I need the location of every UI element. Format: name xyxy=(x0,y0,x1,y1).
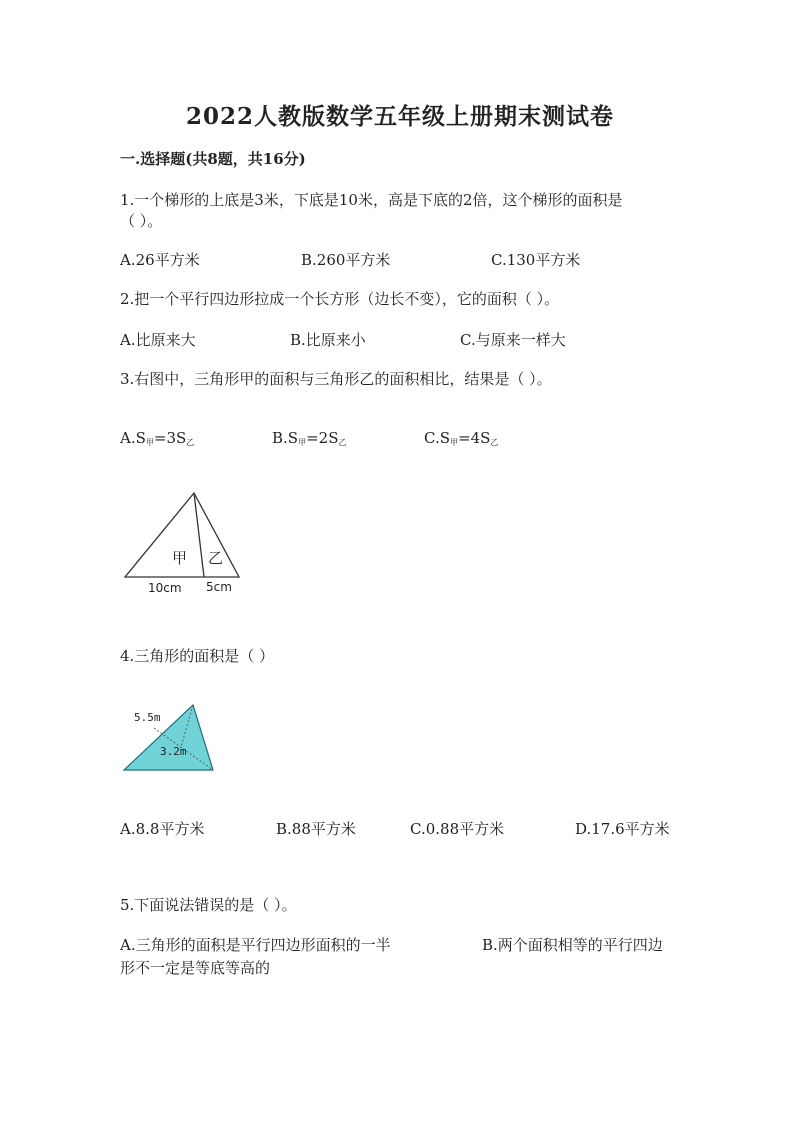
q5-option-a: A.三角形的面积是平行四边形面积的一半 xyxy=(120,936,391,954)
question-1-blank: （ ）。 xyxy=(120,212,163,230)
q2-option-c: C.与原来一样大 xyxy=(460,331,566,349)
height-label: 3.2m xyxy=(160,745,187,758)
page-title: 2022人教版数学五年级上册期末测试卷 xyxy=(185,103,614,130)
base-a-label: 10cm xyxy=(148,581,182,595)
q4-option-d: D.17.6平方米 xyxy=(575,820,670,838)
q3-option-a: $A.S_甲=3S_乙$ xyxy=(120,429,195,447)
q3-option-b: $B.S_甲=2S_乙$ xyxy=(272,429,347,447)
q1-option-a: A.26平方米 xyxy=(120,251,200,269)
q4-triangle-figure xyxy=(118,700,222,776)
base-b-label: 5cm xyxy=(206,580,232,594)
question-1-text: 1.一个梯形的上底是3米，下底是10米，高是下底的2倍，这个梯形的面积是 xyxy=(120,191,623,209)
question-4-text: 4.三角形的面积是（ ） xyxy=(120,647,275,665)
q4-option-a: A.8.8平方米 xyxy=(120,820,205,838)
q1-option-b: B.260平方米 xyxy=(301,251,391,269)
q5-option-b: B.两个面积相等的平行四边 xyxy=(482,936,663,954)
question-5-text: 5.下面说法错误的是（ ）。 xyxy=(120,896,297,914)
side-label: 5.5m xyxy=(134,711,161,724)
q5-option-b-continued: 形不一定是等底等高的 xyxy=(120,959,271,977)
q2-option-b: B.比原来小 xyxy=(290,331,366,349)
q4-option-b: B.88平方米 xyxy=(276,820,356,838)
triangle-b-label: 乙 xyxy=(208,549,224,567)
q1-option-c: C.130平方米 xyxy=(491,251,581,269)
q3-triangle-figure xyxy=(118,488,248,598)
q2-option-a: A.比原来大 xyxy=(120,331,196,349)
question-3-text: 3.右图中，三角形甲的面积与三角形乙的面积相比，结果是（ ）。 xyxy=(120,370,552,388)
question-2-text: 2.把一个平行四边形拉成一个长方形（边长不变），它的面积（ ）。 xyxy=(120,290,560,308)
q4-option-c: C.0.88平方米 xyxy=(410,820,505,838)
q3-option-c: $C.S_甲=4S_乙$ xyxy=(424,429,499,447)
triangle-a-label: 甲 xyxy=(172,549,188,567)
section-heading: 一.选择题(共8题，共16分) xyxy=(120,150,306,168)
